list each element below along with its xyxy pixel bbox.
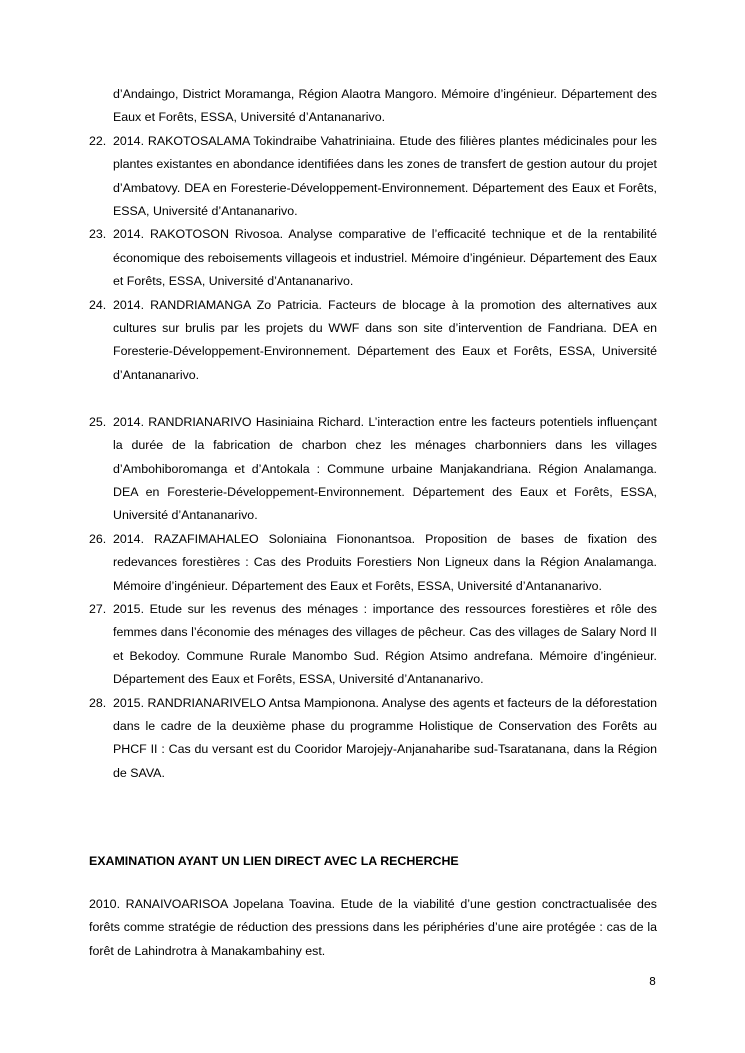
entry-text: 2014. RAZAFIMAHALEO Soloniaina Fiononantsoa. Proposition de bases de fixation des redevances forestières : Cas des Produits Forestiers Non Ligneux dans la Région Analamanga. Mémoire d’ingénieur. Département des Eaux et Forêts, ESSA, Université d’Antananarivo. [113, 531, 657, 593]
entry-text: 2015. RANDRIANARIVELO Antsa Mampionona. Analyse des agents et facteurs de la déforestation dans le cadre de la deuxième phase du programme Holistique de Conservation des Forêts au PHCF II : Cas du versant est du Cooridor Marojejy-Anjanaharibe sud-Tsaratanana, dans la Région de SAVA. [113, 695, 657, 780]
entry-text: 2014. RANDRIANARIVO Hasiniaina Richard. L’interaction entre les facteurs potentiels influençant la durée de la fabrication de charbon chez les ménages charbonniers dans les villages d’Ambohiboromanga et d’Antokala : Commune urbaine Manjakandriana. Région Analamanga. DEA en Foresterie-Développement-Environnement. Département des Eaux et Forêts, ESSA, Université d’Antananarivo. [113, 414, 657, 523]
list-item [89, 411, 657, 528]
entry-text: 2014. RANDRIAMANGA Zo Patricia. Facteurs de blocage à la promotion des alternatives aux cultures sur brulis par les projets du WWF dans son site d’intervention de Fandriana. DEA en Foresterie-Développement-Environnement. Département des Eaux et Forêts, ESSA, Université d’Antananarivo. [113, 297, 657, 382]
page-number: 8 [649, 975, 656, 988]
list-item [89, 130, 657, 224]
list-item [89, 598, 657, 692]
entry-number: 24. [89, 297, 107, 312]
entry-number: 28. [89, 695, 107, 710]
entry-text: 2014. RAKOTOSON Rivosoa. Analyse comparative de l’efficacité technique et de la rentabilité économique des reboisements villageois et industriel. Mémoire d’ingénieur. Département des Eaux et Forêts, ESSA, Université d’Antananarivo. [113, 227, 657, 289]
list-item [89, 223, 657, 293]
entry-number: 27. [89, 602, 107, 617]
entry-number: 22. [89, 133, 107, 148]
entry-text: 2014. RAKOTOSALAMA Tokindraibe Vahatriniaina. Etude des filières plantes médicinales pour les plantes existantes en abondance identifiées dans les zones de transfert de gestion autour du projet d’Ambatovy. DEA en Foresterie-Développement-Environnement. Département des Eaux et Forêts, ESSA, Université d’Antananarivo. [113, 133, 657, 219]
entry-text: 2015. Etude sur les revenus des ménages : importance des ressources forestières et rôle des femmes dans l’économie des ménages des villages de pêcheur. Cas des villages de Salary Nord II et Bekodoy. Commune Rurale Manombo Sud. Région Atsimo andrefana. Mémoire d’ingénieur. Département des Eaux et Forêts, ESSA, Université d’Antananarivo. [113, 602, 657, 687]
reference-list [89, 83, 657, 785]
list-item [89, 294, 657, 388]
entry-number: 26. [89, 531, 107, 546]
list-item [89, 528, 657, 598]
entry-number: 23. [89, 227, 107, 242]
entry-text: d’Andaingo, District Moramanga, Région Alaotra Mangoro. Mémoire d’ingénieur. Département des Eaux et Forêts, ESSA, Université d’Antananarivo. [113, 87, 657, 125]
section-paragraph: 2010. RANAIVOARISOA Jopelana Toavina. Etude de la viabilité d’une gestion conctractualisée des forêts comme stratégie de réduction des pressions dans les périphéries d’une aire protégée : cas de la forêt de Lahindrotra à Manakambahiny est. [89, 897, 657, 958]
list-item [89, 692, 657, 786]
list-item-continued [89, 83, 657, 130]
section-heading: EXAMINATION AYANT UN LIEN DIRECT AVEC LA RECHERCHE [89, 854, 459, 868]
entry-number: 25. [89, 414, 107, 429]
